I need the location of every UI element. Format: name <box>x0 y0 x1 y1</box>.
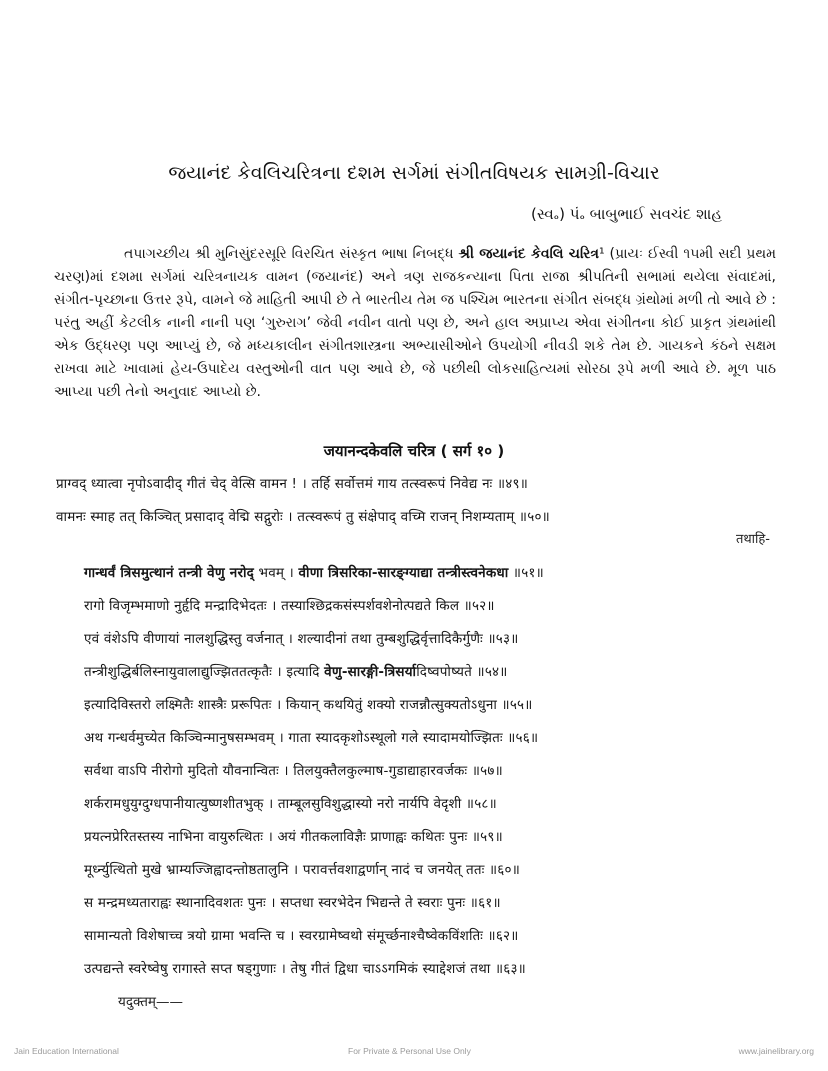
intro-text-start: તપાગચ્છીય શ્રી મુનિસુંદરસૂરિ વિરચિત સંસ્કૃત ભાષા નિબદ્ધ <box>124 246 454 262</box>
verse-51-plain: भवम् । <box>254 565 299 581</box>
tathahi-label: तथाहि- <box>735 532 770 547</box>
verse-54-plain-1: तन्त्रीशुद्धिर्बलिस्नायुवालाद्युज्झिततत्कृतैः । इत्यादि <box>84 664 325 680</box>
verse-49: प्राग्वद् ध्यात्वा नृपोऽवादीद् गीतं चेद् वेत्सि वामन ! । तर्हि सर्वोत्तमं गाय तत्स्वरूपं निवेद्य नः ॥४९॥ <box>56 476 528 492</box>
verse-51 <box>84 563 544 581</box>
verse-60: मूर्ध्न्युत्थितो मुखे भ्राम्यज्जिह्वादन्तोष्ठतालुनि । परावर्त्तवशाद्वर्णान् नादं च जनयेत् ततः ॥६०॥ <box>84 862 521 878</box>
intro-text-rest: ઈસ્વી ૧૫મી સદી પ્રથમ ચરણ)માં દશમા સર્ગમાં ચરિત્રનાયક વામન (જયાનંદ) અને ત્રણ રાજકન્યાના પિતા રાજા શ્રીપતિની સભામાં થયેલા સંવાદમાં, સંગીત-પૃચ્છાના ઉત્તર રૂપે, વામને જે માહિતી આપી છે તે ભારતીય તેમ જ પશ્ચિમ ભારતના સંગીત સંબદ્ધ ગ્રંથોમાં મળી તો આવે છે : પરંતુ અહીં કેટલીક નાની નાની પણ ‘ગુરુરાગ’ જેવી નવીન વાતો પણ છે, અને હાલ અપ્રાપ્ય એવા સંગીતના કોઈ પ્રાકૃત ગ્રંથમાંથી એક ઉદ્ધરણ પણ આપ્યું છે, જે મધ્યકાલીન સંગીતશાસ્ત્રના અભ્યાસીઓને ઉપયોગી નીવડી શકે તેમ છે. ગાયકને કંઠને સક્ષમ રાખવા માટે ખાવામાં હેય-ઉપાદેય વસ્તુઓની વાત પણ આવે છે, જે પછીથી લોકસાહિત્યમાં સોરઠા રૂપે મળી આવે છે. મૂળ પાઠ આપ્યા પછી તેનો અનુવાદ આપ્યો છે. <box>54 246 777 400</box>
verse-51-bold-1: गान्धर्वं त्रिसमुत्थानं तन्त्री वेणु नरोद् <box>84 565 255 581</box>
verse-54-bold: वेणु-सारङ्गी-त्रिसर्या <box>324 664 417 680</box>
verse-59: प्रयत्नप्रेरितस्तस्य नाभिना वायुरुत्थितः । अयं गीतकलाविज्ञैः प्राणाह्वः कथितः पुनः ॥५९॥ <box>84 829 503 845</box>
verse-57: सर्वथा वाऽपि नीरोगो मुदितो यौवनान्वितः । तिलयुक्तैलकुल्माष-गुडाद्याहारवर्जकः ॥५७॥ <box>84 763 503 779</box>
verse-58: शर्करामधुयुग्दुग्धपानीयात्युष्णशीतभुक् । ताम्बूलसुविशुद्धास्यो नरो नार्यपि वेदृशी ॥५८॥ <box>84 796 497 812</box>
verse-51-bold-2: वीणा त्रिसरिका-सारङ्ग्याद्या तन्त्रीस्त्वनेकधा <box>298 565 509 581</box>
verse-56: अथ गन्धर्वमुच्येत किञ्चिन्मानुषसम्भवम् । गाता स्यादकृशोऽस्थूलो गले स्यादामयोज्झितः ॥५६॥ <box>84 730 539 746</box>
article-title: જયાનંદ કેવલિચરિત્રના દશમ સર્ગમાં સંગીતવિષયક સામગ્રી-વિચાર <box>168 162 660 184</box>
intro-paragraph <box>54 243 776 404</box>
verse-54-plain-2: दिष्वपोष्यते ॥५४॥ <box>416 664 508 680</box>
footer-right-link[interactable]: www.jainelibrary.org <box>738 1046 814 1056</box>
verse-61: स मन्द्रमध्यताराह्वः स्थानादिवशतः पुनः । सप्तधा स्वरभेदेन भिद्यन्ते ते स्वराः पुनः ॥६१॥ <box>84 895 501 911</box>
verse-55: इत्यादिविस्तरो लक्ष्मितैः शास्त्रैः प्ररूपितः । कियान् कथयितुं शक्यो राजन्नौत्सुक्यतोऽधुना ॥५५॥ <box>84 697 533 713</box>
verse-50: वामनः स्माह तत् किञ्चित् प्रसादाद् वेद्मि सद्गुरोः । तत्स्वरूपं तु संक्षेपाद् वच्मि राजन् निशम्यताम् ॥५०॥ <box>56 509 550 525</box>
section-heading: जयानन्दकेवलि चरित्र ( सर्ग १० ) <box>323 442 505 460</box>
footer-left: Jain Education International <box>14 1046 119 1056</box>
verse-51-number: ॥५१॥ <box>508 565 544 581</box>
verse-62: सामान्यतो विशेषाच्च त्रयो ग्रामा भवन्ति च । स्वरग्रामेष्वथो संमूर्च्छनाश्चैष्वेकविंशतिः ॥६२॥ <box>84 928 519 944</box>
yaduktam-label: यदुक्तम्—— <box>118 994 184 1010</box>
article-author: (સ્વ૰) પં૰ બાબુભાઈ સવચંદ શાહ <box>531 205 722 223</box>
footnote-marker: ¹ (પ્રાયઃ <box>598 246 643 262</box>
intro-work-title: શ્રી જયાનંદ કેવલિ ચરિત્ર <box>458 246 599 262</box>
footer-center: For Private & Personal Use Only <box>348 1046 471 1056</box>
verse-63: उत्पद्यन्ते स्वरेष्वेषु रागास्ते सप्त षड्गुणाः । तेषु गीतं द्विधा चाऽऽगमिकं स्याद्देशजं तथा ॥६३॥ <box>84 961 526 977</box>
verse-54 <box>84 662 508 680</box>
verse-52: रागो विजृम्भमाणो नुर्हृदि मन्द्रादिभेदतः । तस्याश्छिद्रकसंस्पर्शवशेनोत्पद्यते किल ॥५२॥ <box>84 598 495 614</box>
verse-53: एवं वंशेऽपि वीणायां नालशुद्धिस्तु वर्जनात् । शल्यादीनां तथा तुम्बशुद्धिर्वृत्तादिकैर्गुणैः ॥५३॥ <box>84 631 519 647</box>
